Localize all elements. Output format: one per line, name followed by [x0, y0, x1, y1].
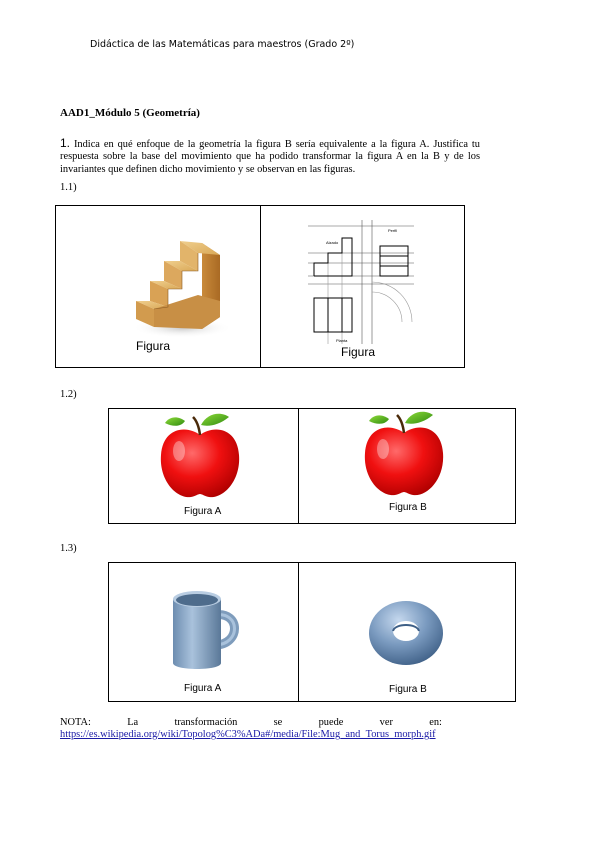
caption-1-1-a: Figura: [136, 339, 171, 353]
torus-image: [367, 595, 445, 667]
note-word-4: se: [273, 717, 283, 728]
caption-1-2-a: Figura A: [184, 506, 222, 517]
note-word-5: puede: [318, 717, 344, 728]
caption-1-2-b: Figura B: [389, 502, 427, 513]
note-line: [60, 717, 442, 729]
orthographic-drawing: [306, 218, 416, 346]
note-word-1: NOTA:: [60, 717, 91, 728]
note-word-7: en:: [429, 717, 442, 728]
note-word-3: transformación: [174, 717, 238, 728]
apple-b-image: [361, 409, 447, 499]
question-text: Indica en qué enfoque de la geometría la figura B sería equivalente a la figura A. Justifica tu respuesta sobre la base del movimiento que ha podido transformar la figura A en la B y de los invariantes que definen dicho movimiento y se observan en las figuras.: [60, 139, 480, 175]
apple-a-image: [157, 411, 243, 501]
note-block: [60, 717, 442, 741]
label-perfil: Perfil: [388, 228, 398, 233]
label-planta: Planta: [336, 338, 348, 343]
note-word-2: La: [127, 717, 139, 728]
staircase-image: [130, 231, 240, 341]
wikipedia-link[interactable]: https://es.wikipedia.org/wiki/Topolog%C3%ADa#/media/File:Mug_and_Torus_morph.gif: [60, 729, 436, 740]
page-header: Didáctica de las Matemáticas para maestros (Grado 2º): [90, 39, 355, 50]
figure-table-1-3: [108, 562, 516, 702]
caption-1-3-a: Figura A: [184, 683, 222, 694]
mug-image: [167, 587, 247, 675]
question-1: [60, 137, 480, 176]
label-alzado: Alzado: [326, 240, 339, 245]
item-label-1-2: 1.2): [60, 389, 77, 400]
question-number: 1.: [60, 136, 71, 150]
caption-1-1-b: Figura: [341, 345, 376, 359]
caption-1-3-b: Figura B: [389, 684, 427, 695]
figure-table-1-2: [108, 408, 516, 524]
module-title: AAD1_Módulo 5 (Geometría): [60, 107, 200, 119]
item-label-1-1: 1.1): [60, 182, 77, 193]
item-label-1-3: 1.3): [60, 543, 77, 554]
note-word-6: ver: [379, 717, 393, 728]
figure-table-1-1: [55, 205, 465, 368]
